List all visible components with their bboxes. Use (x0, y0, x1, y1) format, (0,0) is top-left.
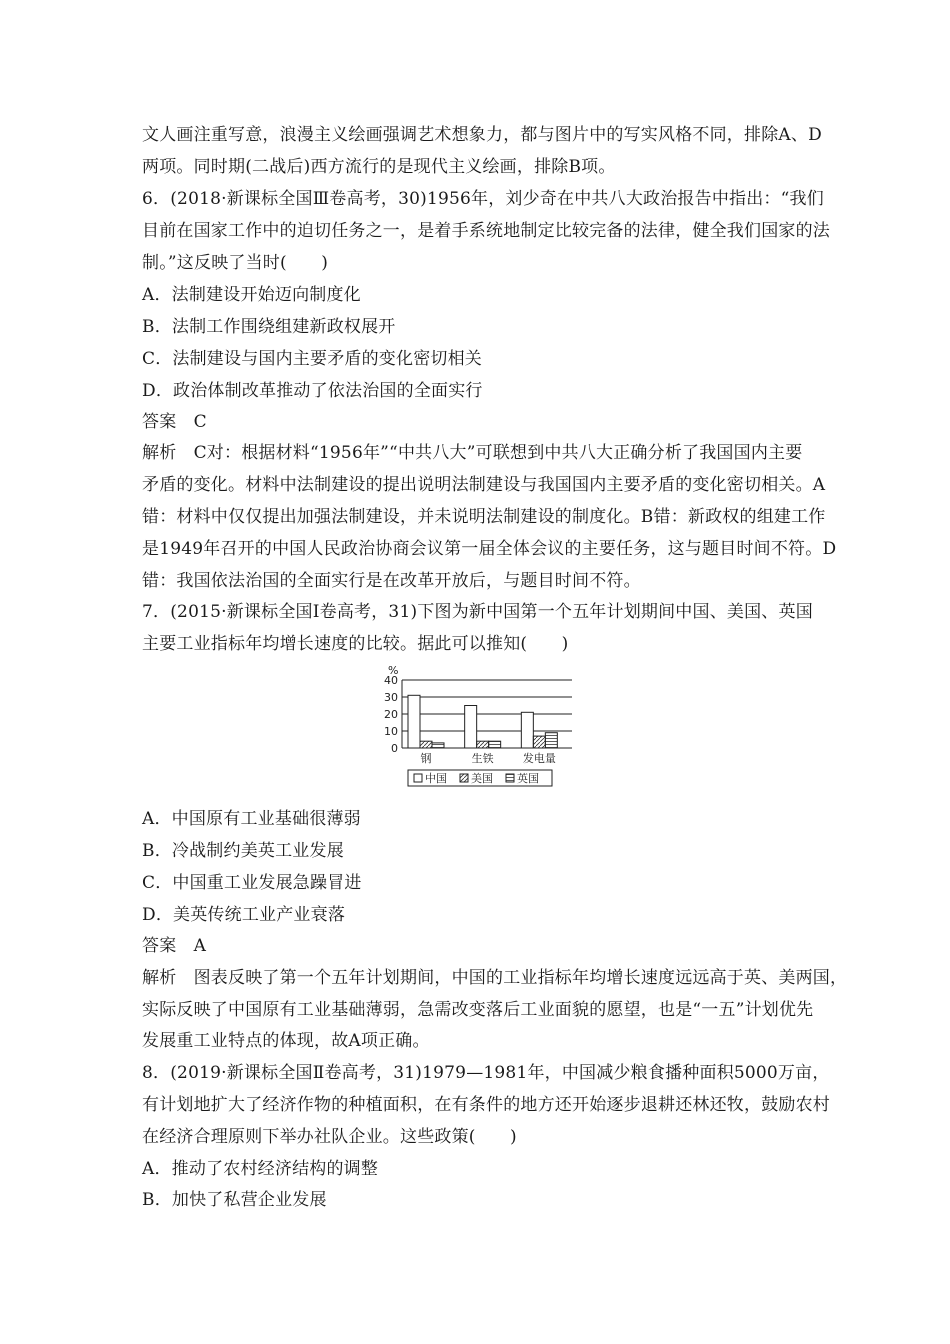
y-tick-label: 30 (384, 691, 398, 704)
option-c: C．中国重工业发展急躁冒进 (142, 873, 362, 893)
text-line: 矛盾的变化。材料中法制建设的提出说明法制建设与我国国内主要矛盾的变化密切相关。A (142, 475, 826, 495)
answer-line: 答案 C (142, 412, 207, 432)
option-a: A．中国原有工业基础很薄弱 (142, 809, 361, 829)
bar-美国 (533, 736, 545, 748)
x-tick-label: 钢 (420, 752, 432, 765)
option-a: A．推动了农村经济结构的调整 (142, 1159, 379, 1179)
text-line: 有计划地扩大了经济作物的种植面积，在有条件的地方还开始逐步退耕还林还牧，鼓励农村 (142, 1095, 830, 1115)
option-b: B．冷战制约美英工业发展 (142, 841, 344, 861)
chart-svg (372, 662, 582, 794)
bar-中国 (521, 712, 533, 748)
y-unit-label: % (388, 664, 399, 677)
text-line: 文人画注重写意，浪漫主义绘画强调艺术想象力，都与图片中的写实风格不同，排除A、D (142, 125, 822, 145)
option-d: D．美英传统工业产业衰落 (142, 905, 346, 925)
bar-美国 (477, 741, 489, 748)
legend-swatch (506, 774, 514, 782)
option-c: C．法制建设与国内主要矛盾的变化密切相关 (142, 349, 483, 369)
analysis-line: 解析 C对：根据材料“1956年”“中共八大”可联想到中共八大正确分析了我国国内主要 (142, 443, 803, 463)
bar-中国 (408, 695, 420, 748)
legend-swatch (414, 774, 422, 782)
question-8-stem: 8．(2019·新课标全国Ⅱ卷高考，31)1979—1981年，中国减少粮食播种面积5000万亩， (142, 1063, 830, 1083)
legend-swatch (460, 774, 468, 782)
option-b: B．法制工作围绕组建新政权展开 (142, 317, 396, 337)
text-line: 实际反映了中国原有工业基础薄弱，急需改变落后工业面貌的愿望，也是“一五”计划优先 (142, 1000, 814, 1020)
x-tick-label: 发电量 (522, 752, 556, 765)
text-line: 错：我国依法治国的全面实行是在改革开放后，与题目时间不符。 (142, 571, 641, 591)
option-b: B．加快了私营企业发展 (142, 1190, 327, 1210)
bar-英国 (489, 741, 501, 748)
legend-label: 美国 (471, 772, 493, 785)
legend-label: 英国 (517, 772, 539, 785)
y-tick-label: 20 (384, 708, 398, 721)
text-line: 主要工业指标年均增长速度的比较。据此可以推知( ) (142, 634, 569, 654)
question-6-stem: 6．(2018·新课标全国Ⅲ卷高考，30)1956年，刘少奇在中共八大政治报告中指出：“我们 (142, 189, 824, 209)
text-line: 是1949年召开的中国人民政治协商会议第一届全体会议的主要任务，这与题目时间不符。D (142, 539, 837, 559)
bar-英国 (432, 743, 444, 748)
text-line: 两项。同时期(二战后)西方流行的是现代主义绘画，排除B项。 (142, 157, 616, 177)
bar-中国 (465, 706, 477, 749)
option-d: D．政治体制改革推动了依法治国的全面实行 (142, 381, 483, 401)
text-line: 在经济合理原则下举办社队企业。这些政策( ) (142, 1127, 517, 1147)
text-line: 错：材料中仅仅提出加强法制建设，并未说明法制建设的制度化。B错：新政权的组建工作 (142, 507, 826, 527)
text-line: 制。”这反映了当时( ) (142, 253, 329, 273)
y-tick-label: 0 (391, 742, 398, 755)
analysis-line: 解析 图表反映了第一个五年计划期间，中国的工业指标年均增长速度远远高于英、美两国， (142, 968, 848, 988)
bar-美国 (420, 741, 432, 748)
question-7-stem: 7．(2015·新课标全国Ⅰ卷高考，31)下图为新中国第一个五年计划期间中国、美国、英国 (142, 602, 813, 622)
y-tick-label: 10 (384, 725, 398, 738)
x-tick-label: 生铁 (471, 752, 494, 765)
text-line: 目前在国家工作中的迫切任务之一，是着手系统地制定比较完备的法律，健全我们国家的法 (142, 221, 830, 241)
bar-英国 (545, 733, 557, 748)
option-a: A．法制建设开始迈向制度化 (142, 285, 361, 305)
answer-line: 答案 A (142, 936, 207, 956)
bar-chart (372, 662, 582, 794)
legend-label: 中国 (425, 772, 447, 785)
text-line: 发展重工业特点的体现，故A项正确。 (142, 1031, 430, 1051)
y-tick-label: 40 (384, 674, 398, 687)
